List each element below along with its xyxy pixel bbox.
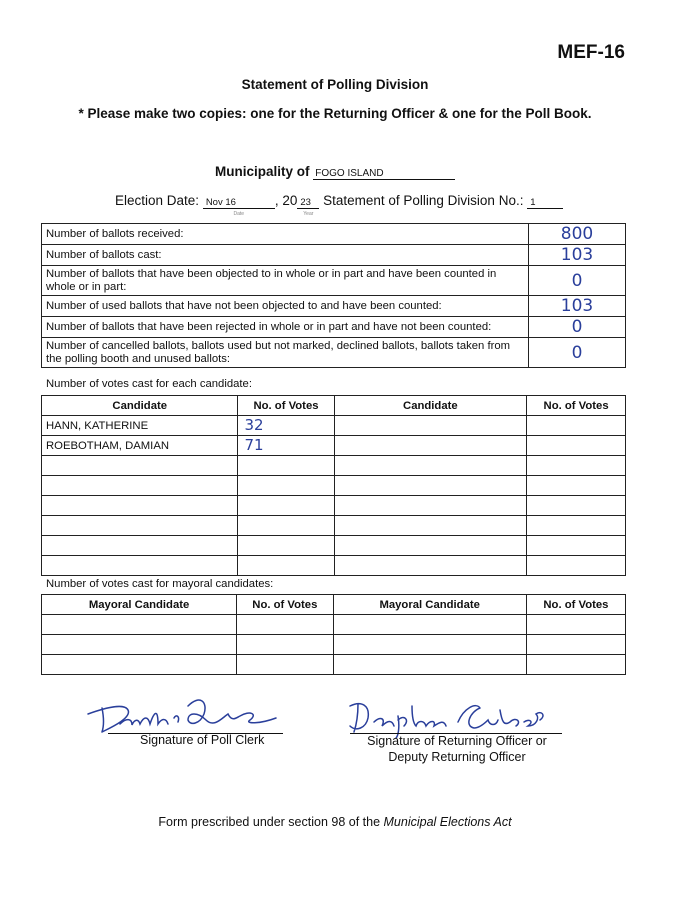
mayoral-name-cell[interactable]: [333, 635, 526, 655]
ballot-summary-value[interactable]: 0: [529, 338, 626, 368]
candidate-name-cell[interactable]: ROEBOTHAM, DAMIAN: [42, 436, 238, 456]
mayoral-votes-caption: Number of votes cast for mayoral candidates:: [46, 578, 274, 590]
returning-officer-signature-label: [362, 733, 552, 765]
candidate-name-cell[interactable]: [334, 516, 527, 536]
mayoral-column-header: Mayoral Candidate: [333, 595, 526, 615]
candidate-votes-cell[interactable]: [527, 516, 626, 536]
mayoral-votes-cell[interactable]: [526, 635, 625, 655]
candidate-name-cell[interactable]: [334, 496, 527, 516]
candidate-column-header: No. of Votes: [238, 396, 334, 416]
ballot-summary-row: [42, 296, 626, 317]
candidate-votes-cell[interactable]: 32: [238, 416, 334, 436]
table-row: [42, 635, 626, 655]
footer-act-name: Municipal Elections Act: [383, 815, 512, 829]
ballot-summary-row: [42, 317, 626, 338]
candidate-name-cell[interactable]: [42, 476, 238, 496]
division-label: Statement of Polling Division No.:: [323, 193, 524, 208]
mayoral-name-cell[interactable]: [42, 635, 237, 655]
table-row: [42, 536, 626, 556]
returning-label-line-2: Deputy Returning Officer: [388, 750, 526, 764]
instruction-text: * Please make two copies: one for the Returning Officer & one for the Poll Book.: [78, 106, 592, 121]
candidate-name-cell[interactable]: [334, 556, 527, 576]
table-row: [42, 556, 626, 576]
candidate-votes-cell[interactable]: [238, 496, 334, 516]
year-prefix: , 20: [274, 193, 298, 208]
candidate-name-cell[interactable]: [334, 476, 527, 496]
candidate-votes-cell[interactable]: [238, 536, 334, 556]
candidate-votes-cell[interactable]: [527, 456, 626, 476]
candidate-name-cell[interactable]: [334, 536, 527, 556]
ballot-summary-value[interactable]: 103: [529, 296, 626, 317]
mayoral-votes-table: [41, 594, 626, 675]
ballot-summary-row: [42, 224, 626, 245]
ballot-summary-label: Number of ballots that have been rejected in whole or in part and have not been counted:: [42, 317, 529, 338]
candidate-votes-cell[interactable]: [527, 556, 626, 576]
election-date-line: [115, 193, 563, 217]
candidate-votes-cell[interactable]: [527, 496, 626, 516]
candidate-name-cell[interactable]: HANN, KATHERINE: [42, 416, 238, 436]
election-date-label: Election Date:: [115, 193, 200, 208]
candidate-name-cell[interactable]: [334, 456, 527, 476]
mayoral-column-header: No. of Votes: [237, 595, 333, 615]
candidate-name-cell[interactable]: [334, 436, 527, 456]
ballot-summary-value[interactable]: 800: [529, 224, 626, 245]
candidate-name-cell[interactable]: [334, 416, 527, 436]
form-code: MEF-16: [557, 42, 625, 63]
ballot-summary-label: Number of ballots cast:: [42, 245, 529, 266]
candidate-votes-cell[interactable]: [527, 416, 626, 436]
candidate-votes-caption: Number of votes cast for each candidate:: [46, 378, 252, 390]
table-row: [42, 615, 626, 635]
candidate-votes-cell[interactable]: [527, 436, 626, 456]
candidate-votes-cell[interactable]: [238, 556, 334, 576]
candidate-votes-cell[interactable]: [527, 476, 626, 496]
table-row: [42, 496, 626, 516]
mayoral-name-cell[interactable]: [42, 615, 237, 635]
ballot-summary-label: Number of ballots received:: [42, 224, 529, 245]
mayoral-votes-cell[interactable]: [526, 655, 625, 675]
table-row: [42, 416, 626, 436]
municipality-line: [215, 164, 455, 180]
candidate-votes-cell[interactable]: [238, 516, 334, 536]
mayoral-votes-cell[interactable]: [237, 615, 333, 635]
poll-clerk-signature: [80, 688, 310, 738]
election-date-value: Nov 16: [205, 197, 236, 208]
table-row: [42, 516, 626, 536]
mayoral-name-cell[interactable]: [333, 615, 526, 635]
ballot-summary-label: Number of cancelled ballots, ballots used but not marked, declined ballots, ballots taken from the polling booth and unused ballots:: [42, 338, 529, 368]
candidate-votes-cell[interactable]: [238, 456, 334, 476]
ballot-summary-value[interactable]: 103: [529, 245, 626, 266]
ballot-summary-row: [42, 338, 626, 368]
candidate-votes-cell[interactable]: [527, 536, 626, 556]
candidate-name-cell[interactable]: [42, 456, 238, 476]
candidate-votes-table: [41, 395, 626, 576]
mayoral-votes-cell[interactable]: [237, 655, 333, 675]
poll-clerk-signature-label: Signature of Poll Clerk: [140, 733, 265, 747]
mayoral-column-header: No. of Votes: [526, 595, 625, 615]
candidate-column-header: No. of Votes: [527, 396, 626, 416]
ballot-summary-label: Number of ballots that have been objected to in whole or in part and have been counted in whole or in part:: [42, 266, 529, 296]
footer-prefix: Form prescribed under section 98 of the: [158, 815, 384, 829]
year-caption: Year: [303, 211, 314, 217]
ballot-summary-row: [42, 245, 626, 266]
candidate-votes-cell[interactable]: 71: [238, 436, 334, 456]
footer-note: [0, 815, 670, 829]
returning-label-line-1: Signature of Returning Officer or: [367, 734, 547, 748]
mayoral-votes-cell[interactable]: [526, 615, 625, 635]
municipality-label: Municipality of: [215, 164, 310, 179]
mayoral-name-cell[interactable]: [333, 655, 526, 675]
mayoral-column-header: Mayoral Candidate: [42, 595, 237, 615]
ballot-summary-table: [41, 223, 626, 368]
ballot-summary-row: [42, 266, 626, 296]
page-title: Statement of Polling Division: [241, 77, 429, 92]
municipality-field[interactable]: FOGO ISLAND: [313, 168, 455, 180]
table-row: [42, 436, 626, 456]
candidate-name-cell[interactable]: [42, 496, 238, 516]
returning-officer-signature: [340, 692, 560, 738]
division-number-field[interactable]: 1: [527, 197, 563, 209]
election-year-field[interactable]: [297, 197, 319, 217]
ballot-summary-value[interactable]: 0: [529, 266, 626, 296]
ballot-summary-label: Number of used ballots that have not been objected to and have been counted:: [42, 296, 529, 317]
date-caption: Date: [233, 211, 245, 217]
candidate-votes-cell[interactable]: [238, 476, 334, 496]
election-date-field[interactable]: [203, 197, 275, 217]
mayoral-votes-cell[interactable]: [237, 635, 333, 655]
table-row: [42, 655, 626, 675]
election-year-value: 23: [300, 197, 311, 208]
table-row: [42, 456, 626, 476]
candidate-column-header: Candidate: [42, 396, 238, 416]
candidate-name-cell[interactable]: [42, 556, 238, 576]
table-row: [42, 476, 626, 496]
candidate-name-cell[interactable]: [42, 516, 238, 536]
candidate-name-cell[interactable]: [42, 536, 238, 556]
ballot-summary-value[interactable]: 0: [529, 317, 626, 338]
mayoral-name-cell[interactable]: [42, 655, 237, 675]
candidate-column-header: Candidate: [334, 396, 527, 416]
